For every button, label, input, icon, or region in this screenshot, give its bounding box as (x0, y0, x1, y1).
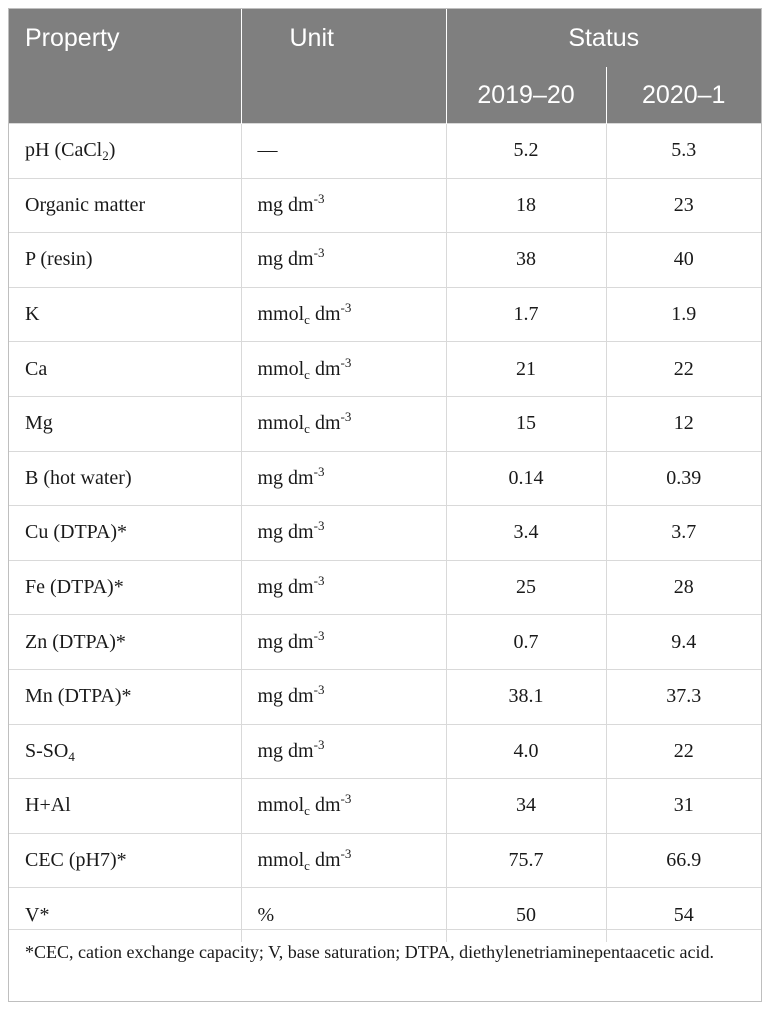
cell-property: Zn (DTPA)* (9, 615, 241, 670)
table-row (9, 724, 761, 779)
table-row (9, 342, 761, 397)
cell-value-2020-1: 3.7 (606, 506, 761, 561)
table-body (9, 124, 761, 942)
cell-value-2019-20: 1.7 (446, 287, 606, 342)
cell-unit: mg $dm^{-3}$ (241, 615, 446, 670)
header-unit: Unit (241, 9, 446, 67)
table-row (9, 560, 761, 615)
cell-value-2020-1: 28 (606, 560, 761, 615)
header-property: Property (9, 9, 241, 67)
table-row (9, 833, 761, 888)
cell-value-2019-20: 15 (446, 396, 606, 451)
cell-unit: mmol$_c$ $dm^{-3}$ (241, 342, 446, 397)
cell-value-2020-1: 5.3 (606, 124, 761, 179)
cell-value-2020-1: 9.4 (606, 615, 761, 670)
table-header (9, 9, 761, 124)
cell-value-2019-20: 3.4 (446, 506, 606, 561)
cell-property: Mn (DTPA)* (9, 669, 241, 724)
footnote-divider (9, 929, 761, 930)
cell-value-2019-20: 38.1 (446, 669, 606, 724)
cell-value-2020-1: 12 (606, 396, 761, 451)
cell-property: Cu (DTPA)* (9, 506, 241, 561)
cell-value-2020-1: 31 (606, 779, 761, 834)
table-row (9, 233, 761, 288)
cell-property: pH (CaCl$_2$) (9, 124, 241, 179)
cell-property: Organic matter (9, 178, 241, 233)
cell-property: CEC (pH7)* (9, 833, 241, 888)
table-row (9, 287, 761, 342)
table-row (9, 779, 761, 834)
table-row (9, 615, 761, 670)
cell-property: $S-SO_4$ (9, 724, 241, 779)
cell-value-2019-20: 0.14 (446, 451, 606, 506)
table-frame (8, 8, 762, 1002)
cell-unit: mg $dm^{-3}$ (241, 506, 446, 561)
cell-value-2019-20: 38 (446, 233, 606, 288)
cell-value-2019-20: 75.7 (446, 833, 606, 888)
cell-value-2020-1: 23 (606, 178, 761, 233)
cell-property: K (9, 287, 241, 342)
cell-value-2020-1: 1.9 (606, 287, 761, 342)
cell-property: P (resin) (9, 233, 241, 288)
cell-property: Fe (DTPA)* (9, 560, 241, 615)
cell-value-2019-20: 5.2 (446, 124, 606, 179)
cell-value-2019-20: 21 (446, 342, 606, 397)
cell-unit: mg $dm^{-3}$ (241, 669, 446, 724)
cell-property: Ca (9, 342, 241, 397)
cell-unit: mmol$_c$ $dm^{-3}$ (241, 779, 446, 834)
cell-unit: — (241, 124, 446, 179)
cell-value-2019-20: 0.7 (446, 615, 606, 670)
cell-value-2019-20: 25 (446, 560, 606, 615)
cell-unit: mg $dm^{-3}$ (241, 178, 446, 233)
cell-value-2020-1: 22 (606, 724, 761, 779)
cell-value-2020-1: 37.3 (606, 669, 761, 724)
header-year-2020-1: 2020–1 (606, 67, 761, 124)
cell-value-2020-1: 40 (606, 233, 761, 288)
cell-value-2019-20: 4.0 (446, 724, 606, 779)
header-empty-1 (9, 67, 241, 124)
cell-property: V* (9, 888, 241, 942)
table-row (9, 451, 761, 506)
header-status: Status (446, 9, 761, 67)
table-row (9, 124, 761, 179)
table-footnote: *CEC, cation exchange capacity; V, base saturation; DTPA, diethylenetriaminepentaacetic acid. (25, 942, 714, 962)
header-year-2019-20: 2019–20 (446, 67, 606, 124)
cell-property: B (hot water) (9, 451, 241, 506)
cell-property: Mg (9, 396, 241, 451)
table-row (9, 178, 761, 233)
cell-value-2019-20: 34 (446, 779, 606, 834)
table-row (9, 396, 761, 451)
cell-unit: mmol$_c$ $dm^{-3}$ (241, 833, 446, 888)
cell-value-2019-20: 50 (446, 888, 606, 942)
cell-value-2020-1: 54 (606, 888, 761, 942)
cell-unit: mg $dm^{-3}$ (241, 560, 446, 615)
cell-property: H+Al (9, 779, 241, 834)
table-row (9, 669, 761, 724)
cell-unit: % (241, 888, 446, 942)
cell-value-2020-1: 0.39 (606, 451, 761, 506)
cell-unit: mmol$_c$ $dm^{-3}$ (241, 396, 446, 451)
soil-properties-table (9, 9, 761, 942)
cell-unit: mg $dm^{-3}$ (241, 724, 446, 779)
cell-value-2020-1: 22 (606, 342, 761, 397)
header-empty-2 (241, 67, 446, 124)
cell-unit: mg $dm^{-3}$ (241, 451, 446, 506)
cell-unit: mmol$_c$ $dm^{-3}$ (241, 287, 446, 342)
cell-value-2020-1: 66.9 (606, 833, 761, 888)
cell-value-2019-20: 18 (446, 178, 606, 233)
cell-unit: mg $dm^{-3}$ (241, 233, 446, 288)
table-row (9, 506, 761, 561)
